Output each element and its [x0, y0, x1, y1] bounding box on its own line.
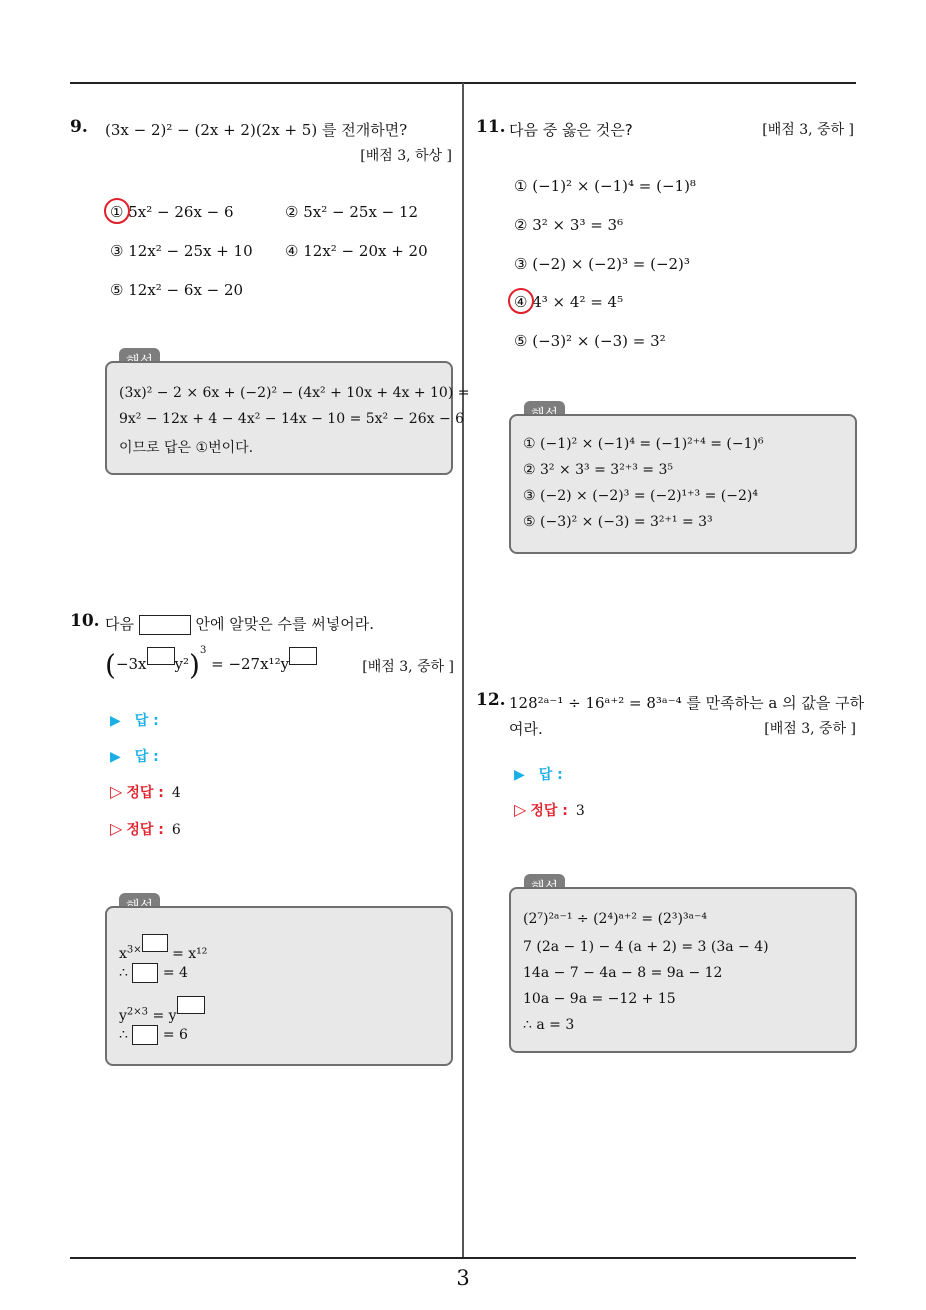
exponent-blank [177, 996, 205, 1014]
choice-number: ⑤ [110, 281, 124, 299]
column-divider [462, 83, 464, 1258]
choice-5[interactable] [110, 281, 243, 299]
solution-line: ∴ = 6 [119, 1027, 188, 1043]
solution-line: ② 3² × 3³ = 3²⁺³ = 3⁵ [523, 462, 673, 478]
exponent-blank [142, 934, 168, 952]
answer-row-2[interactable]: ▶ 답 : [110, 749, 159, 765]
solution-line: 14a − 7 − 4a − 8 = 9a − 12 [523, 965, 723, 981]
choice-2[interactable]: ② 3² × 3³ = 3⁶ [514, 216, 624, 234]
solution-line: ∴ a = 3 [523, 1017, 575, 1033]
page-number: 3 [456, 1266, 470, 1290]
selected-circle-mark [104, 198, 130, 224]
solution-line: (3x)² − 2 × 6x + (−2)² − (4x² + 10x + 4x + 10) = [119, 385, 470, 401]
solution-box [509, 887, 857, 1053]
score-label: [배점 3, 중하 ] [762, 122, 854, 138]
question-text: (3x − 2)² − (2x + 2)(2x + 5) 를 전개하면? [105, 121, 408, 139]
answer-blank [139, 615, 191, 635]
correct-answer: ▷ 정답 : 3 [514, 800, 585, 819]
choice-text: 12x² − 6x − 20 [128, 281, 244, 299]
choice-4[interactable]: ④ 4³ × 4² = 4⁵ [514, 293, 624, 311]
score-label: [배점 3, 중하 ] [362, 659, 454, 675]
triangle-outline-icon: ▷ [514, 800, 527, 819]
solution-line: 이므로 답은 ①번이다. [119, 440, 254, 456]
choice-5[interactable]: ⑤ (−3)² × (−3) = 3² [514, 332, 666, 350]
right-paren: ) [189, 648, 200, 682]
solution-line: ∴ = 4 [119, 965, 188, 981]
solution-line: 9x² − 12x + 4 − 4x² − 14x − 10 = 5x² − 26x − 6 [119, 411, 465, 427]
triangle-icon: ▶ [514, 767, 525, 783]
solution-line: 10a − 9a = −12 + 15 [523, 991, 676, 1007]
question-text: 128²ᵃ⁻¹ ÷ 16ᵃ⁺² = 8³ᵃ⁻⁴ 를 만족하는 a 의 값을 구하 [509, 694, 865, 712]
correct-answer-2: ▷ 정답 : 6 [110, 819, 181, 838]
question-text-cont: 여라. [509, 720, 543, 738]
answer-blank [132, 1025, 158, 1045]
choice-number: ④ [285, 242, 299, 260]
choice-text: 5x² − 26x − 6 [128, 203, 234, 221]
choice-3[interactable]: ③ (−2) × (−2)³ = (−2)³ [514, 255, 690, 273]
question-text: 다음 안에 알맞은 수를 써넣어라. [105, 615, 375, 633]
score-label: [배점 3, 중하 ] [764, 721, 856, 737]
choice-number: ② [285, 203, 299, 221]
exponent-blank [147, 647, 175, 665]
triangle-icon: ▶ [110, 713, 121, 729]
correct-answer-1: ▷ 정답 : 4 [110, 782, 181, 801]
equation: (−3x y²)$^3$ = −27x¹²y [105, 645, 317, 682]
choice-text: 5x² − 25x − 12 [303, 203, 419, 221]
choice-1[interactable]: ① (−1)² × (−1)⁴ = (−1)⁸ [514, 177, 696, 195]
choice-2[interactable] [285, 203, 418, 221]
solution-box [105, 361, 470, 475]
solution-line: 7 (2a − 1) − 4 (a + 2) = 3 (3a − 4) [523, 939, 769, 955]
question-number: 9. [70, 117, 88, 137]
solution-box [105, 906, 453, 1066]
selected-circle-mark [508, 288, 534, 314]
triangle-outline-icon: ▷ [110, 782, 123, 801]
score-label: [배점 3, 하상 ] [360, 148, 452, 164]
solution-line: (2⁷)²ᵃ⁻¹ ÷ (2⁴)ᵃ⁺² = (2³)³ᵃ⁻⁴ [523, 911, 708, 927]
choice-text: 12x² − 20x + 20 [303, 242, 428, 260]
answer-blank [132, 963, 158, 983]
solution-line: $x^{3\times} = x^{12}$ [119, 934, 207, 962]
choice-number: ③ [110, 242, 124, 260]
bottom-rule [70, 1257, 856, 1259]
choice-number: ① [110, 203, 124, 221]
solution-box [509, 414, 857, 554]
choice-4[interactable] [285, 242, 428, 260]
left-paren: ( [105, 648, 116, 682]
question-text: 다음 중 옳은 것은? [509, 121, 633, 139]
solution-line: ⑤ (−3)² × (−3) = 3²⁺¹ = 3³ [523, 514, 713, 530]
solution-line: $y^{2\times 3} = y$ [119, 996, 205, 1024]
answer-row-1[interactable]: ▶ 답 : [110, 713, 159, 729]
solution-line: ① (−1)² × (−1)⁴ = (−1)²⁺⁴ = (−1)⁶ [523, 436, 764, 452]
question-number: 11. [476, 117, 506, 137]
triangle-outline-icon: ▷ [110, 819, 123, 838]
question-number: 10. [70, 611, 100, 631]
answer-row[interactable]: ▶ 답 : [514, 767, 563, 783]
solution-line: ③ (−2) × (−2)³ = (−2)¹⁺³ = (−2)⁴ [523, 488, 758, 504]
choice-text: 12x² − 25x + 10 [128, 242, 253, 260]
choice-3[interactable] [110, 242, 253, 260]
question-number: 12. [476, 690, 506, 710]
triangle-icon: ▶ [110, 749, 121, 765]
